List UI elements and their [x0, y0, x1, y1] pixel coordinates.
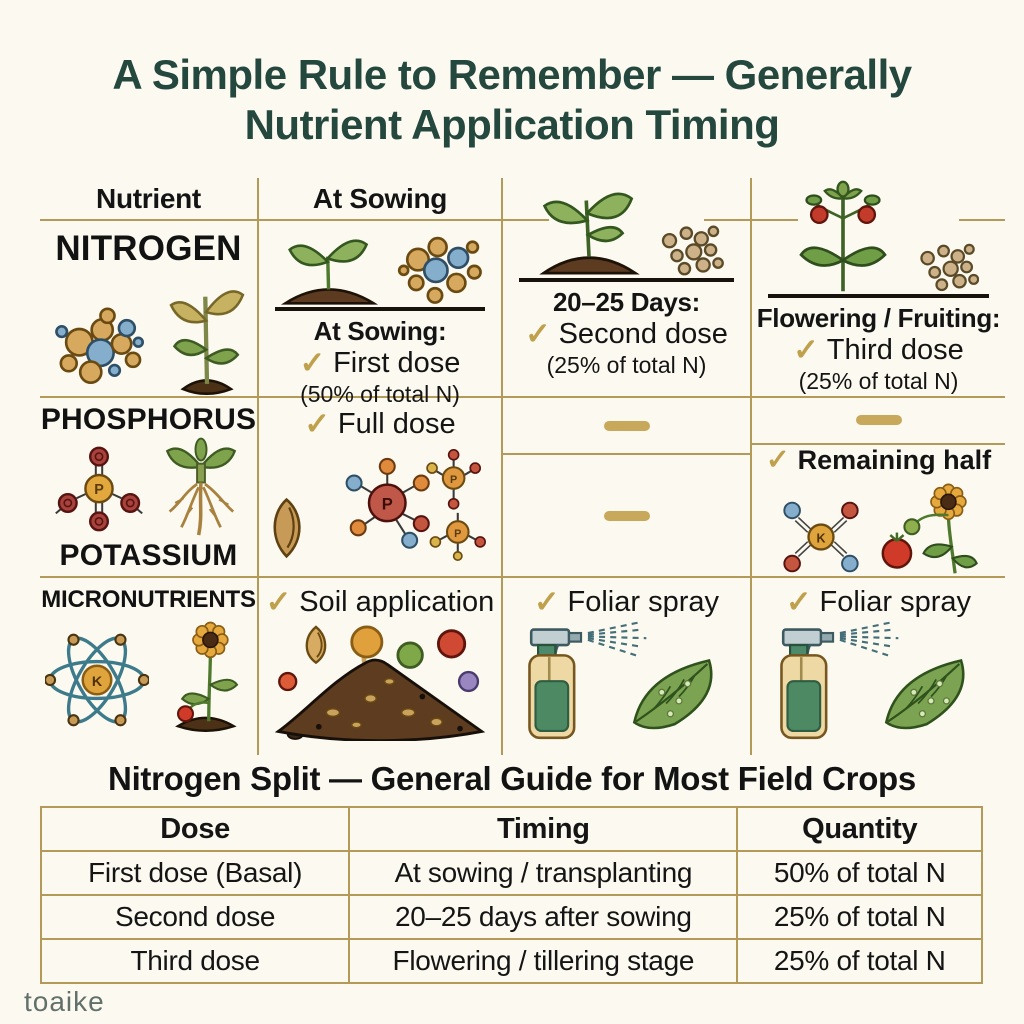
p-symbol: P — [93, 482, 104, 499]
stage-label: 20–25 Days: — [552, 287, 701, 317]
potassium-mid-none — [503, 455, 750, 576]
cell-micronutrients-name — [40, 578, 259, 755]
spray-mist-icon — [839, 623, 897, 656]
split-section-title: Nitrogen Split — General Guide for Most Field Crops — [108, 760, 916, 797]
cell-nitrogen-name — [40, 221, 259, 398]
dose-cell: Second dose — [41, 895, 349, 939]
cell-pk-late — [752, 398, 1005, 578]
header-quantity: Quantity — [737, 807, 982, 851]
dose-text: Third dose — [826, 333, 964, 366]
dose-amount: (25% of total N) — [798, 368, 959, 395]
cell-nitrogen-mid — [503, 178, 752, 398]
cell-pk-mid — [503, 398, 752, 578]
ground-line — [275, 227, 485, 311]
seedling-icon — [275, 227, 383, 307]
seedling-icon — [159, 271, 249, 395]
check-icon: ✓ — [785, 585, 812, 619]
cell-phosphorus-potassium-name — [40, 398, 259, 578]
page-title-line1: A Simple Rule to Remember — Generally — [112, 51, 912, 98]
check-icon: ✓ — [304, 407, 330, 441]
fruiting-plant-icon — [779, 180, 907, 294]
dose-text: Foliar spray — [819, 585, 971, 618]
dose-amount: (25% of total N) — [546, 352, 707, 379]
cell-micronutrients-late — [752, 578, 1005, 755]
dose-line — [534, 586, 719, 619]
check-icon: ✓ — [793, 333, 819, 367]
nitrogen-split-table — [40, 806, 983, 984]
split-table-row — [41, 895, 982, 939]
split-table-row — [41, 851, 982, 895]
cell-nitrogen-late — [752, 178, 1005, 398]
dose-amount: (50% of total N) — [300, 381, 460, 408]
dose-text: Soil application — [299, 585, 495, 618]
check-icon: ✓ — [265, 585, 292, 619]
dose-cell: Third dose — [41, 939, 349, 983]
granules-icon — [658, 222, 724, 278]
spray-bottle-icon — [529, 630, 581, 738]
watermark: toaike — [24, 986, 105, 1017]
tomato-sunflower-icon — [872, 480, 980, 576]
split-table-row — [41, 939, 982, 983]
dose-line — [266, 586, 495, 619]
dose-text: Full dose — [337, 407, 456, 440]
phosphate-molecule-icon — [51, 439, 147, 539]
dash-icon — [856, 415, 902, 425]
ground-line — [519, 182, 734, 282]
quantity-cell: 25% of total N — [737, 895, 982, 939]
cell-phosphorus-sowing — [259, 398, 503, 578]
split-table-header-row — [41, 807, 982, 851]
phosphorus-mid-none — [503, 398, 750, 455]
plant-roots-icon — [155, 437, 247, 539]
seedling-icon — [530, 182, 648, 278]
header-dose: Dose — [41, 807, 349, 851]
timing-cell: Flowering / tillering stage — [349, 939, 737, 983]
leaf-icon — [634, 661, 711, 728]
dose-line — [786, 586, 971, 619]
timing-cell: At sowing / transplanting — [349, 851, 737, 895]
sunflower-plant-icon — [157, 620, 253, 732]
dose-line — [766, 445, 991, 476]
dose-line — [525, 318, 728, 351]
cell-nitrogen-sowing — [259, 221, 503, 408]
page-title — [0, 50, 1024, 151]
quantity-cell: 25% of total N — [737, 939, 982, 983]
foliar-spray-icon — [513, 621, 741, 743]
granules-icon — [917, 240, 979, 294]
dose-cell: First dose (Basal) — [41, 851, 349, 895]
phosphorus-molecule-cluster-icon — [319, 449, 497, 561]
potassium-label: POTASSIUM — [59, 539, 238, 572]
cell-micronutrients-mid — [503, 578, 752, 755]
dose-text: First dose — [333, 346, 461, 379]
p-symbol: P — [381, 495, 393, 515]
check-icon: ✓ — [765, 443, 790, 476]
cell-micronutrients-sowing — [259, 578, 503, 755]
check-icon: ✓ — [525, 317, 551, 351]
stage-label: Flowering / Fruiting: — [756, 303, 1001, 333]
dash-icon — [604, 421, 650, 431]
dose-line — [793, 334, 964, 367]
potassium-late — [752, 445, 1005, 576]
dose-text: Second dose — [558, 317, 728, 350]
dose-text: Remaining half — [797, 444, 992, 475]
foliar-spray-icon — [765, 621, 993, 743]
micronutrients-label: MICRONUTRIENTS — [41, 586, 256, 613]
dash-icon — [604, 511, 650, 521]
seed-icon — [263, 495, 311, 561]
page-title-line2: Nutrient Application Timing — [244, 101, 780, 149]
column-header-nutrient: Nutrient — [40, 178, 259, 221]
k-symbol: K — [815, 531, 826, 546]
fertilizer-granules-icon — [393, 231, 485, 307]
p-symbol: P — [450, 474, 458, 487]
phosphorus-late-none — [752, 398, 1005, 445]
k-symbol: K — [91, 673, 102, 690]
stage-label: At Sowing: — [313, 316, 447, 346]
atom-icon — [45, 628, 149, 732]
ground-line — [768, 180, 989, 298]
nitrogen-label: NITROGEN — [55, 229, 242, 268]
dose-text: Foliar spray — [567, 585, 719, 618]
dose-line — [300, 347, 461, 380]
leaf-icon — [886, 661, 963, 728]
check-icon: ✓ — [533, 585, 560, 619]
p-symbol: P — [454, 528, 462, 541]
phosphorus-label: PHOSPHORUS — [40, 403, 257, 436]
dose-line — [304, 408, 455, 441]
potassium-molecule-icon — [778, 498, 864, 576]
quantity-cell: 50% of total N — [737, 851, 982, 895]
header-timing: Timing — [349, 807, 737, 851]
nutrient-timing-table — [40, 178, 1005, 755]
timing-cell: 20–25 days after sowing — [349, 895, 737, 939]
soil-pile-icon — [267, 623, 493, 741]
fertilizer-granules-icon — [49, 307, 151, 395]
check-icon: ✓ — [299, 346, 326, 380]
column-header-at-sowing: At Sowing — [259, 178, 503, 221]
spray-mist-icon — [587, 623, 645, 656]
spray-bottle-icon — [781, 630, 833, 738]
